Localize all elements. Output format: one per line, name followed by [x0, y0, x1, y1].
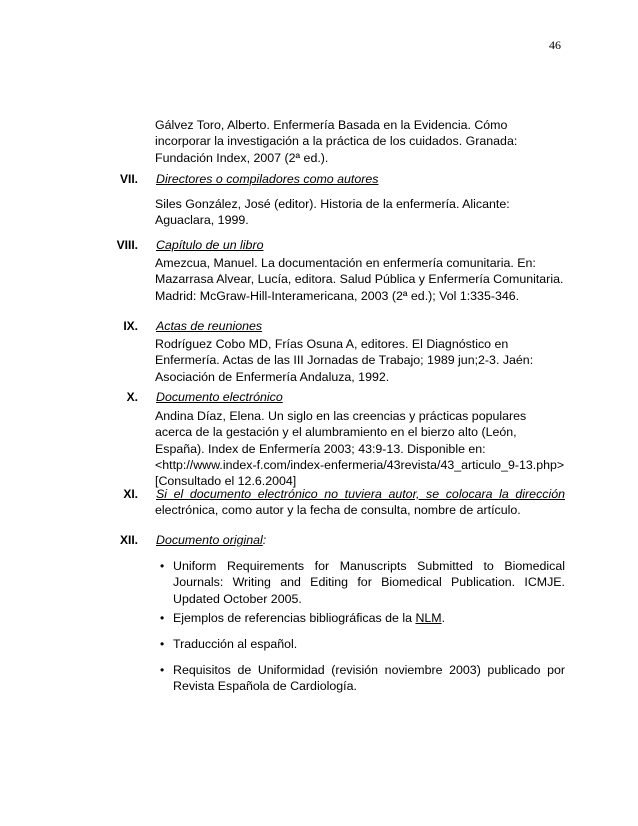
section-numeral-x: X. [126, 390, 138, 404]
bullet-dot-icon: • [160, 611, 165, 625]
reference-text-ix: Rodríguez Cobo MD, Frías Osuna A, editores. El Diagnóstico en Enfermería. Actas de las III Jornadas de Trabajo; 1989 jun;2-3. Jaén: Asociación de Enfermería Andaluza, 1992. [155, 337, 534, 384]
bullet-item-traduccion[interactable]: Traducción al español. [173, 637, 298, 651]
reference-text-x: Andina Díaz, Elena. Un siglo en las creencias y prácticas populares acerca de la gestación y el alumbramiento en el bierzo alto (León, España). Index de Enfermería 2003; 43:9-13. Disponible en: <http://www.index-f.com/index-enfermeria/43revista/43_articulo_9-13.php> [Consultado el 12.6.2004] [155, 409, 565, 489]
section-heading-x: Documento electrónico [156, 390, 283, 404]
section-numeral-viii: VIII. [116, 238, 138, 252]
reference-text-xi: electrónica, como autor y la fecha de consulta, nombre de artículo. [155, 503, 521, 517]
section-heading-ix: Actas de reuniones [156, 319, 263, 333]
section-numeral-xii: XII. [119, 533, 138, 547]
bullet-nlm-suffix: . [441, 611, 446, 625]
section-heading-xii [156, 532, 266, 548]
section-heading-vii: Directores o compiladores como autores [156, 172, 379, 186]
section-numeral-ix: IX. [123, 319, 138, 333]
bullet-nlm-prefix: Ejemplos de referencias bibliográficas de la [173, 611, 416, 625]
bullet-item-requisitos-uniformidad[interactable]: Requisitos de Uniformidad (revisión noviembre 2003) publicado por Revista Española de Cardiología. [173, 663, 565, 694]
bullet-item-uniform-requirements: Uniform Requirements for Manuscripts Submitted to Biomedical Journals: Writing and Editing for Biomedical Publication. ICMJE. Updated October 2005. [173, 559, 565, 606]
nlm-link[interactable]: NLM [415, 611, 442, 625]
reference-text-vii: Siles González, José (editor). Historia de la enfermería. Alicante: Aguaclara, 1999. [155, 197, 510, 228]
section-heading-xii-colon: : [262, 533, 267, 547]
reference-text-vi: Gálvez Toro, Alberto. Enfermería Basada en la Evidencia. Cómo incorporar la investigación a la práctica de los cuidados. Granada: Fundación Index, 2007 (2ª ed.). [155, 118, 518, 165]
section-numeral-xi: XI. [123, 487, 138, 501]
reference-text-viii: Amezcua, Manuel. La documentación en enfermería comunitaria. En: Mazarrasa Alvear, Lucía, editora. Salud Pública y Enfermería Comunitaria. Madrid: McGraw-Hill-Interamericana, 2003 (2ª ed.); Vol 1:335-346. [155, 256, 564, 303]
bullet-item-nlm-examples [173, 610, 565, 626]
bullet-dot-icon: • [160, 559, 165, 573]
section-numeral-vii: VII. [119, 172, 138, 186]
page-number: 46 [549, 38, 561, 52]
section-heading-xii-label: Documento original [156, 533, 263, 547]
bullet-dot-icon: • [160, 663, 165, 677]
bullet-dot-icon: • [160, 637, 165, 651]
section-heading-xi: Si el documento electrónico no tuviera autor, se colocara la dirección [156, 487, 565, 501]
section-heading-viii: Capítulo de un libro [156, 238, 264, 252]
